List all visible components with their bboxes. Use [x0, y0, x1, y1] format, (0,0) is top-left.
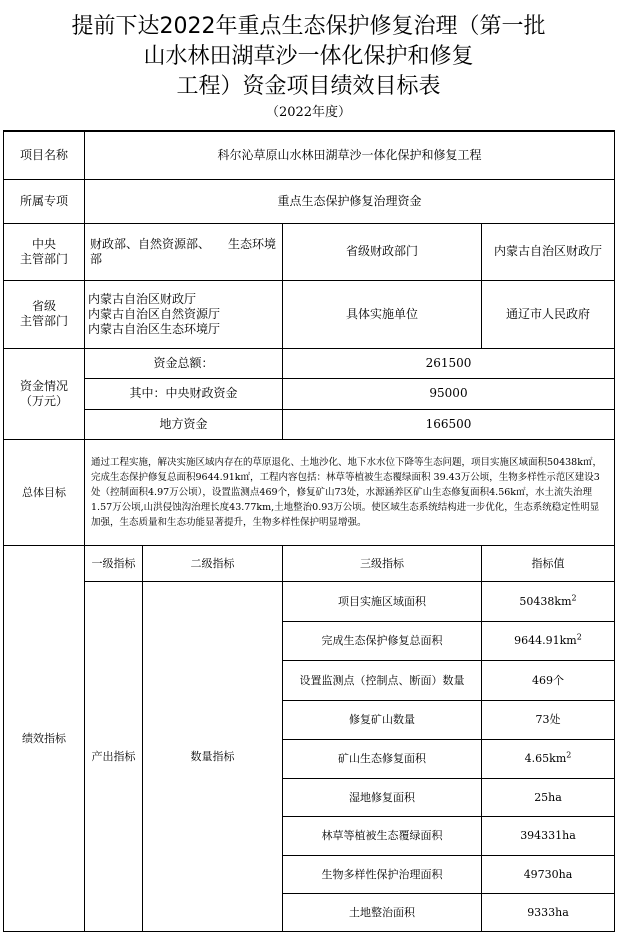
implementing-unit-value: 通辽市人民政府	[482, 280, 615, 348]
funds-label-line2: （万元）	[19, 393, 68, 408]
category-label: 所属专项	[4, 179, 85, 223]
provincial-finance-value: 内蒙古自治区财政厅	[482, 223, 615, 280]
row-funds-total	[4, 348, 615, 378]
provincial-label-line1: 省级	[31, 299, 56, 313]
indicator-name: 生物多样性保护治理面积	[283, 855, 482, 893]
header-level1: 一级指标	[85, 545, 143, 581]
indicator-value: 25ha	[482, 778, 615, 816]
provincial-finance-label: 省级财政部门	[283, 223, 482, 280]
level2-quantity-indicator: 数量指标	[143, 581, 283, 931]
funds-label	[4, 348, 85, 439]
project-name-label: 项目名称	[4, 131, 85, 179]
overall-target-text: 通过工程实施，解决实施区域内存在的草原退化、土地沙化、地下水水位下降等生态问题，项目实施区域面积50438k㎡，完成生态保护修复总面积9644.91k㎡，工程内容包括：林草等植被生态覆绿面积 39.43万公顷，生物多样性示范区建设3处（控制面积4.97万公顷），设置监测点469个，修复矿山73处，水源涵养区矿山生态修复面积4.56k㎡，水土流失治理1.57万公顷,山洪侵蚀沟治理长度43.77km,土地整治0.93万公顷。使区域生态系统结构进一步优化，生态系统稳定性明显加强，生态质量和生态功能显著提升，生物多样性保护明显增强。	[85, 439, 615, 545]
indicator-name: 土地整治面积	[283, 893, 482, 931]
row-overall-target	[4, 439, 615, 545]
row-provincial-department	[4, 280, 615, 348]
indicator-value: 469个	[482, 660, 615, 700]
header-value: 指标值	[482, 545, 615, 581]
page-title-line-3: 工程）资金项目绩效目标表	[176, 74, 441, 99]
row-perf-headers	[4, 545, 615, 581]
funds-local-label: 地方资金	[85, 409, 283, 439]
indicator-name: 项目实施区域面积	[283, 581, 482, 621]
implementing-unit-label: 具体实施单位	[283, 280, 482, 348]
category-value: 重点生态保护修复治理资金	[85, 179, 615, 223]
central-label-line2: 主管部门	[19, 251, 68, 266]
table-row	[4, 581, 615, 621]
provincial-dept-2: 内蒙古自治区自然资源厅	[88, 306, 221, 321]
project-name-value: 科尔沁草原山水林田湖草沙一体化保护和修复工程	[85, 131, 615, 179]
central-department-label	[4, 223, 85, 280]
indicator-name: 设置监测点（控制点、断面）数量	[283, 660, 482, 700]
header-level3: 三级指标	[283, 545, 482, 581]
performance-target-table	[3, 130, 615, 932]
funds-total-label: 资金总额：	[85, 348, 283, 378]
central-department-value: 财政部、自然资源部、 生态环境部	[85, 223, 283, 280]
row-funds-central	[4, 378, 615, 409]
funds-central-label: 其中：中央财政资金	[85, 378, 283, 409]
row-category	[4, 179, 615, 223]
header-level2: 二级指标	[143, 545, 283, 581]
indicator-value: $9644.91km^2$	[482, 621, 615, 660]
indicator-name: 完成生态保护修复总面积	[283, 621, 482, 660]
row-funds-local	[4, 409, 615, 439]
funds-total-value: 261500	[283, 348, 615, 378]
indicator-value: $50438km^2$	[482, 581, 615, 621]
provincial-department-label	[4, 280, 85, 348]
row-project-name	[4, 131, 615, 179]
provincial-department-values	[85, 280, 283, 348]
indicator-value: 49730ha	[482, 855, 615, 893]
page-title-line-1: 提前下达2022年重点生态保护修复治理（第一批	[71, 14, 546, 39]
provincial-dept-3: 内蒙古自治区生态环境厅	[88, 321, 221, 336]
performance-indicators-label: 绩效指标	[4, 545, 85, 931]
funds-label-line1: 资金情况	[19, 378, 68, 393]
row-central-department	[4, 223, 615, 280]
funds-local-value: 166500	[283, 409, 615, 439]
indicator-name: 林草等植被生态覆绿面积	[283, 816, 482, 855]
provincial-dept-1: 内蒙古自治区财政厅	[88, 291, 197, 306]
central-label-line1: 中央	[31, 236, 56, 251]
level1-output-indicator: 产出指标	[85, 581, 143, 931]
funds-central-value: 95000	[283, 378, 615, 409]
indicator-name: 湿地修复面积	[283, 778, 482, 816]
page-title-line-2: 山水林田湖草沙一体化保护和修复	[143, 44, 474, 69]
overall-target-label: 总体目标	[4, 439, 85, 545]
provincial-label-line2: 主管部门	[19, 314, 68, 328]
indicator-name: 矿山生态修复面积	[283, 739, 482, 778]
indicator-value: $4.65km^2$	[482, 739, 615, 778]
indicator-value: 73处	[482, 700, 615, 739]
indicator-name: 修复矿山数量	[283, 700, 482, 739]
indicator-value: 394331ha	[482, 816, 615, 855]
indicator-value: 9333ha	[482, 893, 615, 931]
year-subtitle: （2022年度）	[265, 105, 352, 120]
